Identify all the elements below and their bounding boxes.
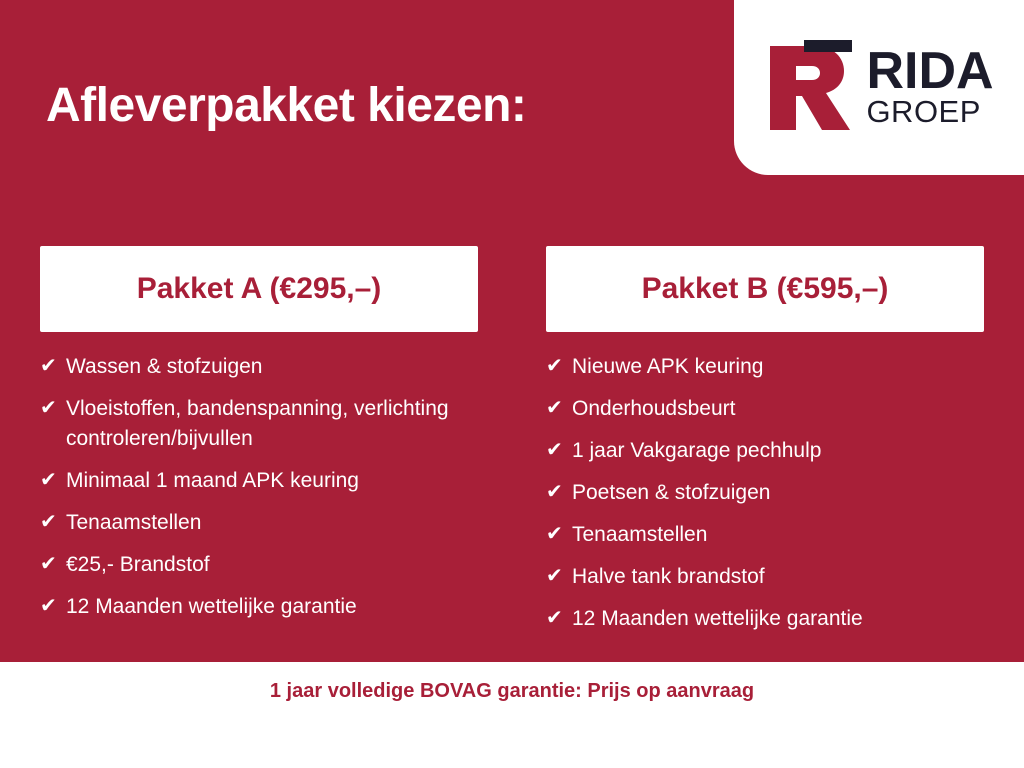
list-item-label: 12 Maanden wettelijke garantie	[66, 595, 357, 619]
list-item-label: Onderhoudsbeurt	[572, 397, 736, 421]
list-item-label: Wassen & stofzuigen	[66, 355, 263, 378]
list-item	[40, 550, 478, 580]
page-title: Afleverpakket kiezen:	[46, 79, 527, 132]
package-column-b	[546, 246, 984, 646]
list-item	[40, 466, 478, 496]
list-item	[546, 520, 984, 550]
list-item	[40, 352, 478, 382]
list-item-label: Halve tank brandstof	[572, 565, 765, 589]
brand-wordmark	[866, 42, 994, 130]
list-item-label: 1 jaar Vakgarage pechhulp	[572, 439, 822, 463]
list-item-label: €25,- Brandstof	[66, 553, 210, 577]
package-b-title: Pakket B (€595,–)	[641, 272, 889, 305]
check-icon: ✔	[40, 355, 57, 377]
rida-r-mark-icon	[764, 40, 852, 136]
list-item	[546, 604, 984, 634]
check-icon: ✔	[546, 397, 563, 420]
list-item	[546, 352, 984, 382]
check-icon: ✔	[40, 511, 57, 534]
list-item	[40, 394, 478, 454]
check-icon: ✔	[40, 397, 57, 420]
package-a-list	[40, 352, 478, 622]
list-item-label: Tenaamstellen	[572, 523, 708, 547]
list-item	[546, 478, 984, 508]
package-b-header	[546, 246, 984, 332]
check-icon: ✔	[546, 523, 563, 546]
package-b-list	[546, 352, 984, 634]
package-column-a	[40, 246, 478, 646]
check-icon: ✔	[546, 481, 563, 504]
list-item-label: 12 Maanden wettelijke garantie	[572, 607, 863, 631]
list-item-label: Poetsen & stofzuigen	[572, 481, 771, 505]
list-item-label: Minimaal 1 maand APK keuring	[66, 469, 359, 493]
check-icon: ✔	[546, 565, 563, 588]
list-item	[40, 508, 478, 538]
check-icon: ✔	[40, 469, 57, 492]
list-item-label: Nieuwe APK keuring	[572, 355, 764, 378]
check-icon: ✔	[40, 595, 57, 618]
list-item	[546, 394, 984, 424]
brand-name-line1: RIDA	[866, 42, 994, 101]
footer-note: 1 jaar volledige BOVAG garantie: Prijs op aanvraag	[269, 680, 755, 702]
brand-name-line2: GROEP	[866, 94, 981, 130]
brand-logo	[734, 0, 1024, 175]
list-item-label: Tenaamstellen	[66, 511, 202, 535]
list-item-label: Vloeistoffen, bandenspanning, verlichting controleren/bijvullen	[66, 397, 449, 451]
check-icon: ✔	[546, 607, 563, 630]
packages-container	[40, 246, 984, 646]
footer-bar	[0, 662, 1024, 768]
check-icon: ✔	[546, 439, 563, 462]
list-item	[40, 592, 478, 622]
list-item	[546, 562, 984, 592]
list-item	[546, 436, 984, 466]
package-a-title: Pakket A (€295,–)	[136, 272, 382, 305]
check-icon: ✔	[546, 355, 563, 377]
check-icon: ✔	[40, 553, 57, 576]
package-a-header	[40, 246, 478, 332]
